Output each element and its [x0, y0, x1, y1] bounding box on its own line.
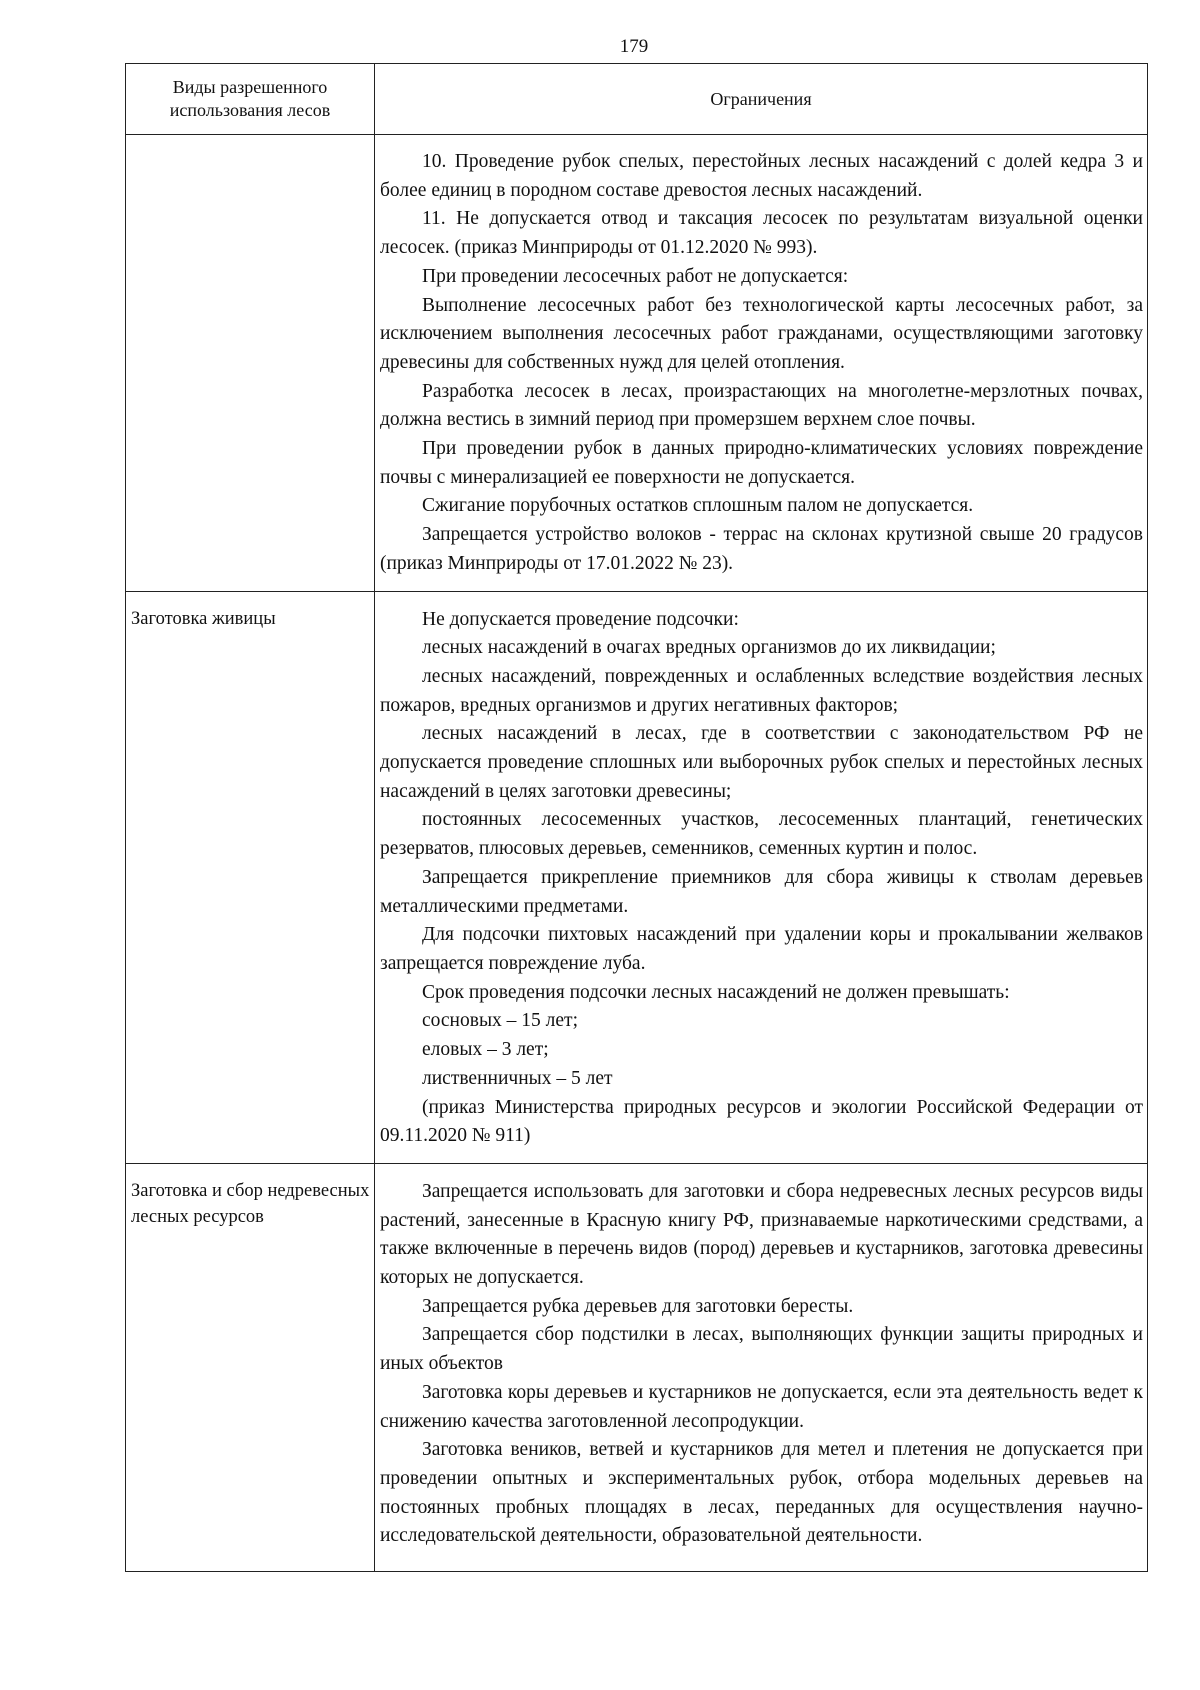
- table-row: [126, 1163, 1148, 1571]
- restrictions-table: [125, 63, 1148, 1572]
- restrictions-cell: [375, 1163, 1148, 1571]
- restrictions-cell: [375, 591, 1148, 1163]
- use-type-cell: Заготовка и сбор недревесных лесных ресурсов: [126, 1163, 375, 1571]
- paragraph: лиственничных – 5 лет: [422, 1067, 613, 1089]
- paragraph: 11. Не допускается отвод и таксация лесосек по результатам визуальной оценки лесосек. (приказ Минприроды от 01.12.2020 № 993).: [380, 208, 1143, 259]
- paragraph: еловых – 3 лет;: [422, 1039, 549, 1061]
- page-number: 179: [619, 36, 649, 57]
- paragraph: Запрещается устройство волоков - террас на склонах крутизной свыше 20 градусов (приказ Минприроды от 17.01.2022 № 23).: [380, 524, 1143, 574]
- restrictions-cell: [375, 135, 1148, 592]
- paragraph: Заготовка веников, ветвей и кустарников для метел и плетения не допускается при проведении опытных и экспериментальных рубок, отбора модельных деревьев на постоянных пробных площадях в лесах, переданных для осуществления научно-исследовательской деятельности, образовательной деятельности.: [380, 1439, 1143, 1547]
- paragraph: Сжигание порубочных остатков сплошным палом не допускается.: [422, 495, 974, 517]
- header-restrictions: Ограничения: [375, 64, 1148, 135]
- use-type-cell: [126, 135, 375, 592]
- paragraph: Запрещается использовать для заготовки и сбора недревесных лесных ресурсов виды растений, занесенные в Красную книгу РФ, признаваемые наркотическими средствами, а также включенные в перечень видов (пород) деревьев и кустарников, заготовка древесины которых не допускается.: [380, 1180, 1143, 1289]
- paragraph: Запрещается сбор подстилки в лесах, выполняющих функции защиты природных и иных объектов: [380, 1324, 1143, 1375]
- paragraph: При проведении рубок в данных природно-климатических условиях повреждение почвы с минерализацией ее поверхности не допускается.: [380, 438, 1143, 488]
- paragraph: Запрещается прикрепление приемников для сбора живицы к стволам деревьев металлическими предметами.: [380, 866, 1143, 917]
- paragraph: Запрещается рубка деревьев для заготовки бересты.: [422, 1295, 854, 1317]
- header-use-type: Виды разрешенного использования лесов: [126, 64, 375, 135]
- use-type-cell: Заготовка живицы: [126, 591, 375, 1163]
- paragraph: (приказ Министерства природных ресурсов и экологии Российской Федерации от 09.11.2020 № 911): [380, 1096, 1143, 1147]
- paragraph: При проведении лесосечных работ не допускается:: [422, 265, 849, 287]
- paragraph: лесных насаждений в очагах вредных организмов до их ликвидации;: [422, 637, 996, 659]
- paragraph: Разработка лесосек в лесах, произрастающих на многолетне-мерзлотных почвах, должна вестись в зимний период при промерзшем верхнем слое почвы.: [380, 380, 1143, 431]
- paragraph: Заготовка коры деревьев и кустарников не допускается, если эта деятельность ведет к снижению качества заготовленной лесопродукции.: [380, 1381, 1143, 1432]
- paragraph: Срок проведения подсочки лесных насаждений не должен превышать:: [422, 981, 1010, 1003]
- paragraph: Не допускается проведение подсочки:: [422, 608, 739, 630]
- paragraph: 10. Проведение рубок спелых, перестойных лесных насаждений с долей кедра 3 и более единиц в породном составе древостоя лесных насаждений.: [380, 151, 1143, 201]
- paragraph: лесных насаждений в лесах, где в соответствии с законодательством РФ не допускается проведение сплошных или выборочных рубок спелых и перестойных лесных насаждений в целях заготовки древесины;: [380, 723, 1143, 802]
- paragraph: лесных насаждений, поврежденных и ослабленных вследствие воздействия лесных пожаров, вредных организмов и других негативных факторов;: [380, 665, 1143, 716]
- paragraph: сосновых – 15 лет;: [422, 1010, 578, 1032]
- table-header-row: [126, 64, 1148, 135]
- paragraph: Выполнение лесосечных работ без технологической карты лесосечных работ, за исключением выполнения лесосечных работ гражданами, осуществляющими заготовку древесины для собственных нужд для целей отопления.: [380, 294, 1143, 373]
- paragraph: Для подсочки пихтовых насаждений при удалении коры и прокалывании желваков запрещается повреждение луба.: [380, 924, 1143, 974]
- table-row: [126, 591, 1148, 1163]
- paragraph: постоянных лесосеменных участков, лесосеменных плантаций, генетических резерватов, плюсовых деревьев, семенников, семенных куртин и полос.: [380, 809, 1143, 860]
- table-row: [126, 135, 1148, 592]
